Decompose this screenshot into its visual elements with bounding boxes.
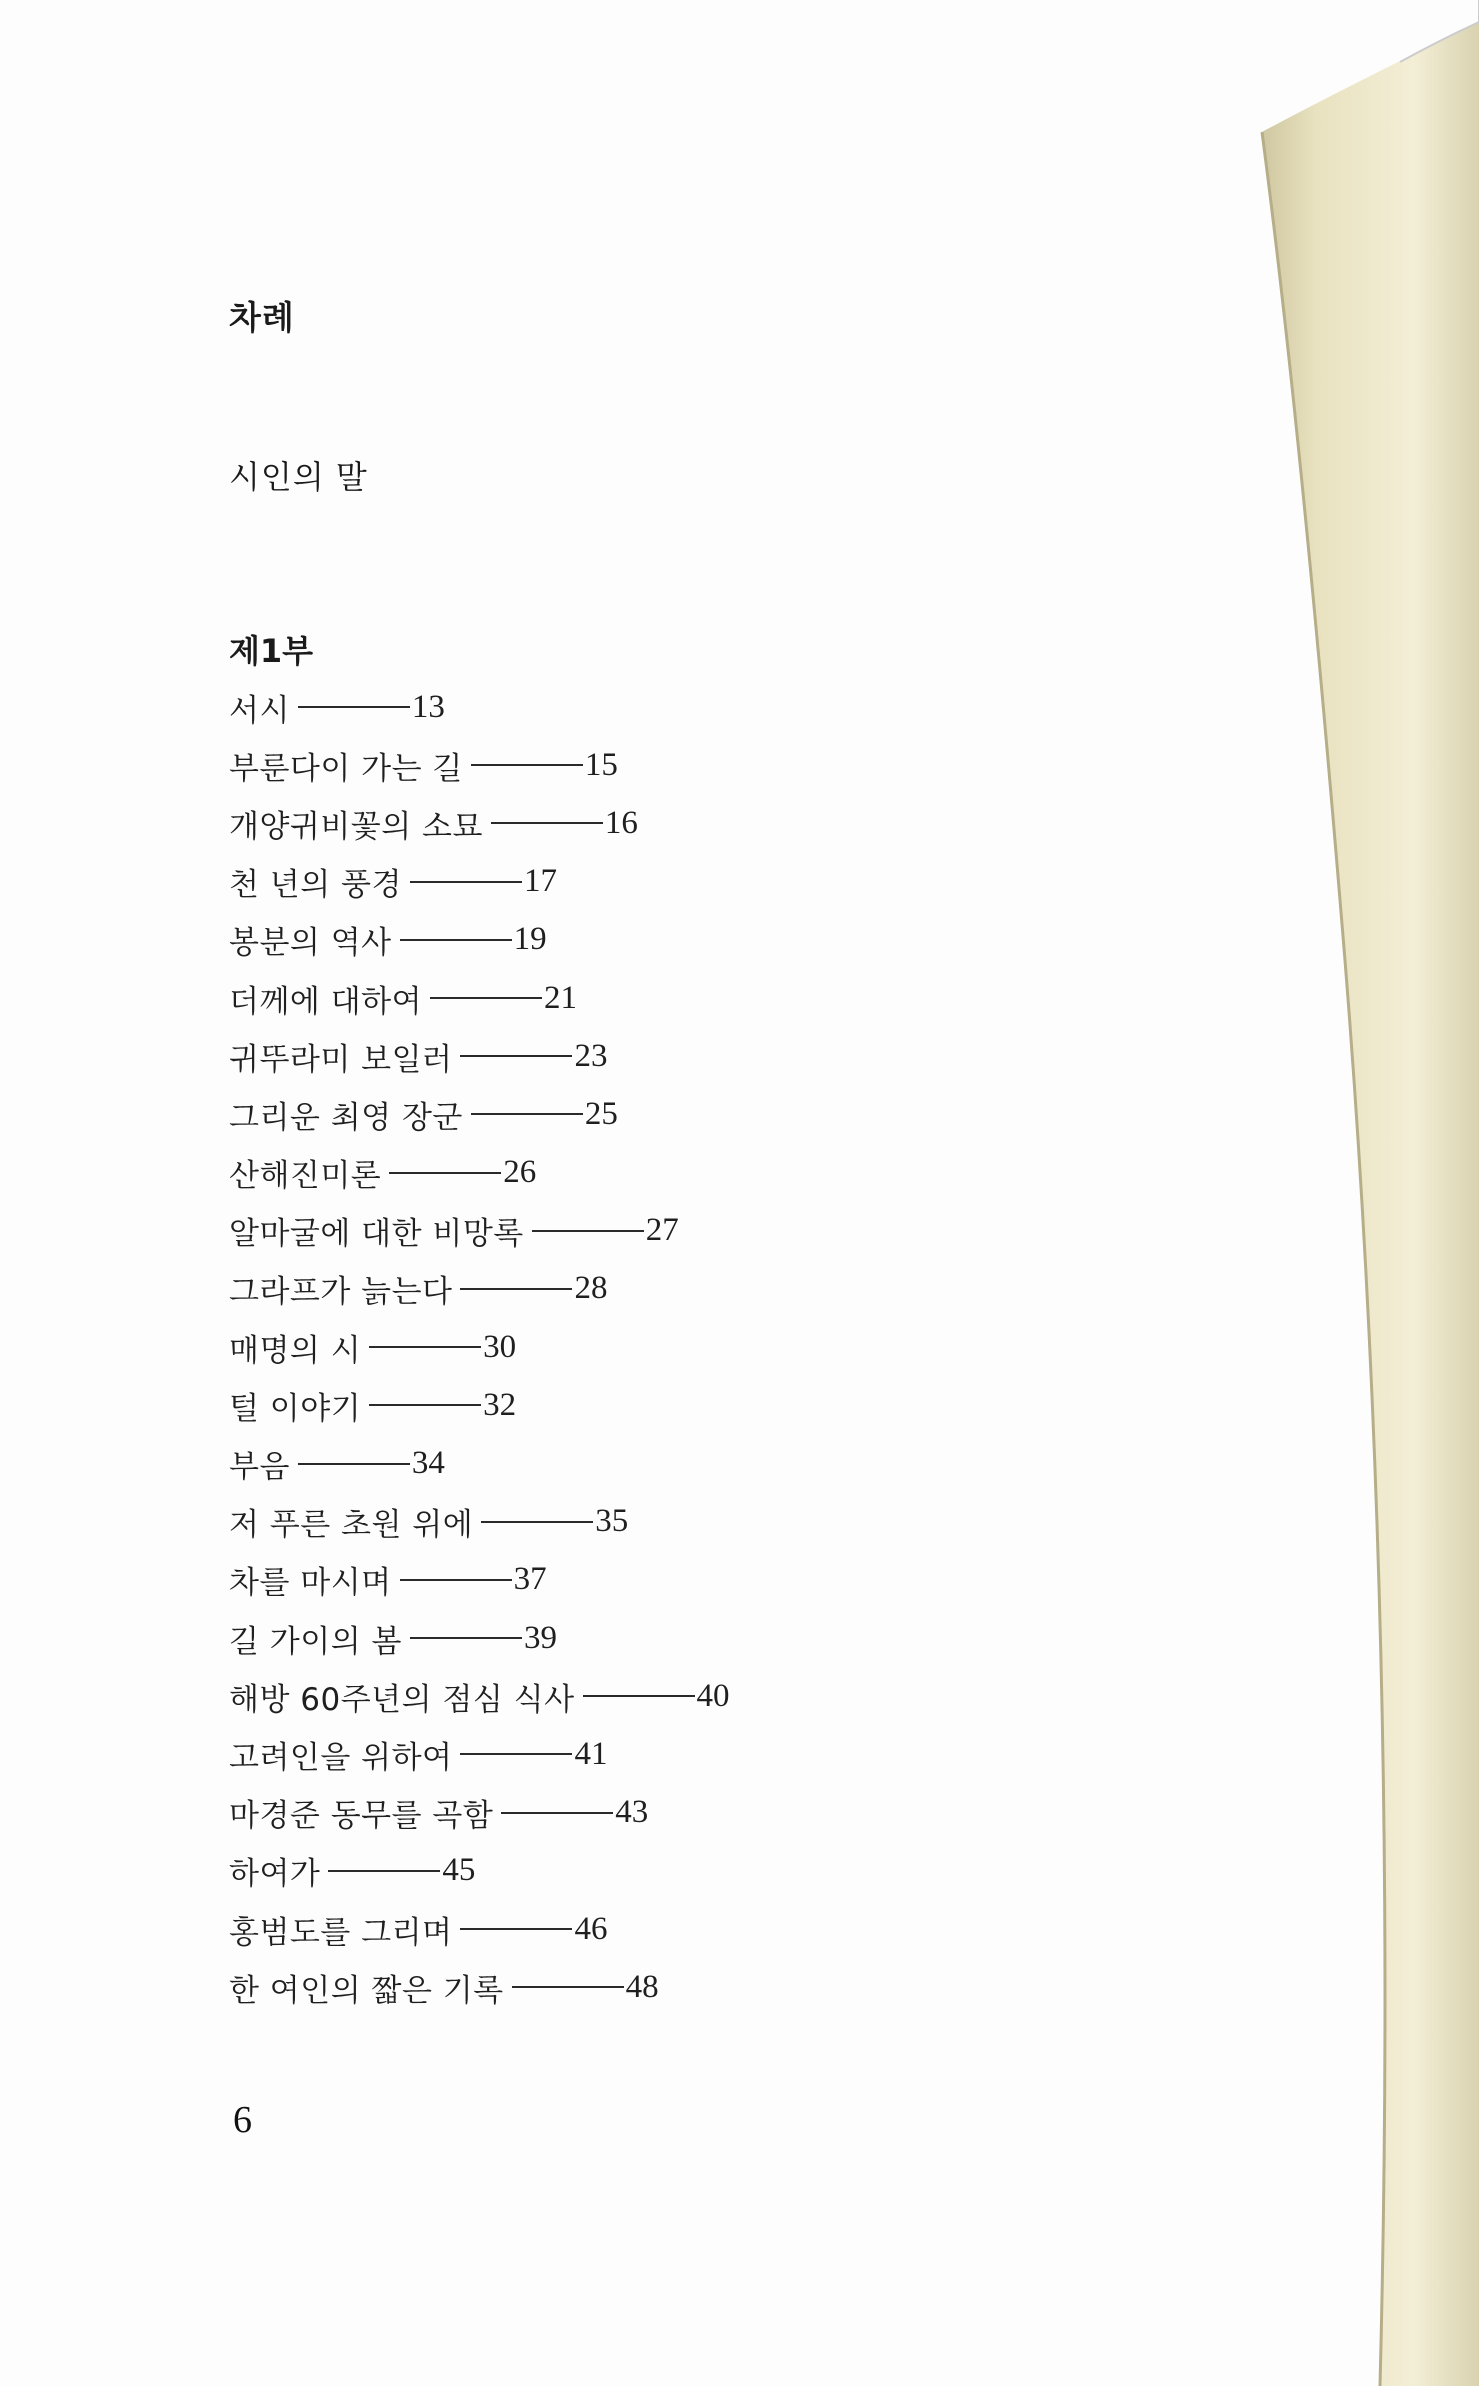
entry-page-number: 28 xyxy=(574,1270,608,1307)
entry-page-number: 26 xyxy=(503,1154,537,1191)
leader-line xyxy=(471,1113,583,1115)
entry-page-number: 48 xyxy=(625,1968,659,2005)
entry-page-number: 21 xyxy=(544,979,578,1016)
leader-line xyxy=(460,1928,572,1930)
toc-entry xyxy=(229,1376,730,1434)
leader-line xyxy=(481,1521,593,1523)
entry-title: 하여가 xyxy=(229,1856,321,1893)
leader-line xyxy=(389,1172,501,1174)
entry-title: 저 푸른 초원 위에 xyxy=(229,1507,474,1544)
entry-title: 한 여인의 짧은 기록 xyxy=(229,1972,504,2009)
toc-entry xyxy=(229,911,730,969)
leader-line xyxy=(501,1812,613,1814)
entry-page-number: 16 xyxy=(604,804,638,841)
entry-title: 그리운 최영 장군 xyxy=(229,1099,463,1136)
entry-page-number: 39 xyxy=(523,1619,557,1656)
leader-line xyxy=(430,997,542,999)
leader-line xyxy=(460,1055,572,1057)
toc-entry xyxy=(229,678,730,736)
leader-line xyxy=(369,1404,481,1406)
leader-line xyxy=(400,939,512,941)
entry-page-number: 43 xyxy=(615,1794,649,1831)
entry-page-number: 30 xyxy=(483,1328,517,1365)
toc-entry xyxy=(229,736,730,794)
leader-line xyxy=(512,1986,624,1988)
entry-page-number: 34 xyxy=(411,1445,445,1482)
entry-page-number: 27 xyxy=(645,1212,679,1249)
entry-page-number: 37 xyxy=(513,1561,547,1598)
leader-line xyxy=(298,1463,410,1465)
entry-page-number: 46 xyxy=(574,1910,608,1947)
entry-title: 봉분의 역사 xyxy=(229,925,392,962)
entry-title: 알마굴에 대한 비망록 xyxy=(229,1216,524,1253)
leader-line xyxy=(328,1870,440,1872)
toc-entry xyxy=(229,1434,730,1492)
entry-title: 해방 60주년의 점심 식사 xyxy=(229,1681,575,1718)
leader-line xyxy=(400,1579,512,1581)
entry-title: 길 가이의 봄 xyxy=(229,1623,402,1660)
entry-page-number: 13 xyxy=(411,688,445,725)
entry-title: 부음 xyxy=(229,1449,290,1486)
entry-page-number: 25 xyxy=(584,1095,618,1132)
toc-list xyxy=(229,678,730,2016)
leader-line xyxy=(410,881,522,883)
entry-title: 매명의 시 xyxy=(229,1332,362,1369)
leader-line xyxy=(491,822,603,824)
page-number: 6 xyxy=(233,2099,252,2141)
entry-title: 서시 xyxy=(229,692,290,729)
toc-entry xyxy=(229,969,730,1027)
toc-entry xyxy=(229,1725,730,1783)
preface-entry: 시인의 말 xyxy=(229,458,368,496)
leader-line xyxy=(298,706,410,708)
entry-title: 고려인을 위하여 xyxy=(229,1739,453,1776)
leader-line xyxy=(460,1753,572,1755)
entry-title: 그라프가 늙는다 xyxy=(229,1274,453,1311)
entry-page-number: 17 xyxy=(523,863,557,900)
leader-line xyxy=(471,764,583,766)
entry-title: 더께에 대하여 xyxy=(229,983,423,1020)
leader-line xyxy=(460,1288,572,1290)
toc-entry xyxy=(229,853,730,911)
toc-entry xyxy=(229,1551,730,1609)
entry-page-number: 40 xyxy=(696,1677,730,1714)
entry-page-number: 41 xyxy=(574,1735,608,1772)
toc-entry xyxy=(229,1260,730,1318)
leader-line xyxy=(532,1230,644,1232)
toc-entry xyxy=(229,1667,730,1725)
toc-entry xyxy=(229,1958,730,2016)
entry-title: 부룬다이 가는 길 xyxy=(229,750,463,787)
entry-title: 마경준 동무를 곡함 xyxy=(229,1798,494,1835)
entry-title: 천 년의 풍경 xyxy=(229,867,402,904)
toc-entry xyxy=(229,1900,730,1958)
toc-entry xyxy=(229,1493,730,1551)
leader-line xyxy=(410,1637,522,1639)
entry-page-number: 23 xyxy=(574,1037,608,1074)
leader-line xyxy=(369,1346,481,1348)
entry-page-number: 32 xyxy=(483,1386,517,1423)
entry-title: 개양귀비꽃의 소묘 xyxy=(229,808,483,845)
toc-entry xyxy=(229,1842,730,1900)
entry-page-number: 35 xyxy=(595,1503,629,1540)
entry-title: 차를 마시며 xyxy=(229,1565,392,1602)
entry-page-number: 45 xyxy=(442,1852,476,1889)
leader-line xyxy=(583,1695,695,1697)
toc-entry xyxy=(229,1318,730,1376)
toc-entry xyxy=(229,1784,730,1842)
toc-entry xyxy=(229,794,730,852)
toc-entry xyxy=(229,1027,730,1085)
toc-entry xyxy=(229,1085,730,1143)
entry-title: 귀뚜라미 보일러 xyxy=(229,1041,453,1078)
entry-title: 털 이야기 xyxy=(229,1390,362,1427)
toc-entry xyxy=(229,1202,730,1260)
toc-heading: 차례 xyxy=(229,298,295,337)
entry-title: 산해진미론 xyxy=(229,1158,382,1195)
toc-entry xyxy=(229,1144,730,1202)
entry-page-number: 15 xyxy=(584,746,618,783)
entry-title: 홍범도를 그리며 xyxy=(229,1914,453,1951)
entry-page-number: 19 xyxy=(513,921,547,958)
toc-entry xyxy=(229,1609,730,1667)
part-title: 제1부 xyxy=(229,632,314,670)
